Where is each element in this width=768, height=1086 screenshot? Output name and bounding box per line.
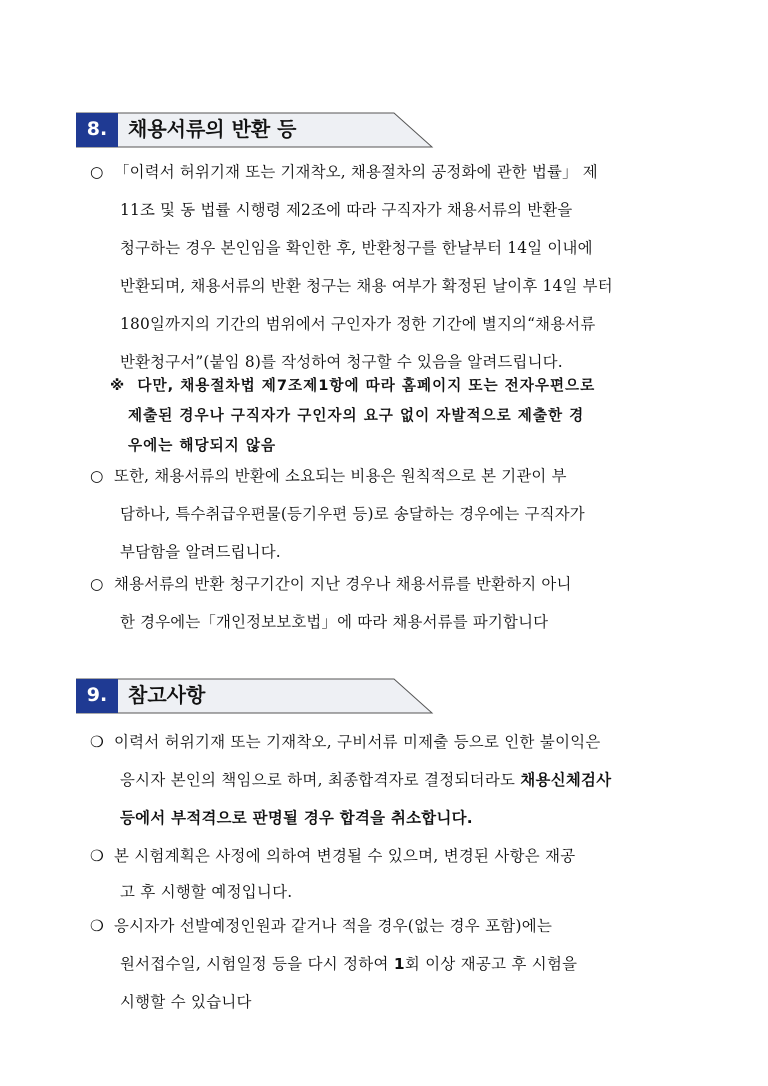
text-line: 다만, 채용절차법 제7조제1항에 따라 홈페이지 또는 전자우편으로 [137, 377, 596, 394]
bullet-circle-icon: ❍ [90, 847, 105, 865]
bullet-circle-icon: ○ [90, 163, 104, 181]
section-9-header [76, 678, 434, 714]
text-line: 11조 및 동 법률 시행령 제2조에 따라 구직자가 채용서류의 반환을 [120, 201, 573, 219]
text-line: 180일까지의 기간의 범위에서 구인자가 정한 기간에 별지의“채용서류 [120, 315, 596, 333]
text-line: 반환되며, 채용서류의 반환 청구는 채용 여부가 확정된 날이후 14일 부터 [120, 277, 613, 295]
text-line: 시행할 수 있습니다 [120, 993, 252, 1011]
section-title: 채용서류의 반환 등 [128, 117, 297, 141]
text-line: 이력서 허위기재 또는 기재착오, 구비서류 미제출 등으로 인한 불이익은 [114, 733, 601, 751]
text-line: 부담함을 알려드립니다. [120, 543, 281, 561]
section-number: 8. [86, 118, 108, 140]
text-line: 담하나, 특수취급우편물(등기우편 등)로 송달하는 경우에는 구직자가 [120, 505, 585, 523]
text-line: 제출된 경우나 구직자가 구인자의 요구 없이 자발적으로 제출한 경 [128, 407, 585, 424]
section-title: 참고사항 [128, 683, 206, 707]
bullet-circle-icon: ❍ [90, 733, 105, 751]
text-line: 한 경우에는「개인정보보호법」에 따라 채용서류를 파기합니다 [120, 613, 549, 631]
text-line: 「이력서 허위기재 또는 기재착오, 채용절차의 공정화에 관한 법률」 제 [114, 163, 598, 181]
text-line: 우에는 해당되지 않음 [128, 437, 277, 454]
bullet-circle-icon: ○ [90, 575, 104, 593]
bullet-circle-icon: ○ [90, 467, 104, 485]
text-line: 채용서류의 반환 청구기간이 지난 경우나 채용서류를 반환하지 아니 [114, 575, 572, 593]
note-mark: ※ [110, 377, 126, 394]
text-line: 응시자가 선발예정인원과 같거나 적을 경우(없는 경우 포함)에는 [114, 917, 553, 935]
section-8-header [76, 112, 434, 148]
text-line: 또한, 채용서류의 반환에 소요되는 비용은 원칙적으로 본 기관이 부 [114, 467, 567, 485]
emphasis-text: 1 [393, 955, 405, 973]
text-line: 본 시험계획은 사정에 의하여 변경될 수 있으며, 변경된 사항은 재공 [114, 847, 576, 865]
bullet-circle-icon: ❍ [90, 917, 105, 935]
emphasis-text: 등에서 부적격으로 판명될 경우 합격을 취소합니다. [120, 809, 473, 827]
text-line: 회 이상 재공고 후 시험을 [404, 955, 578, 973]
section-number: 9. [86, 684, 108, 706]
text-line: 청구하는 경우 본인임을 확인한 후, 반환청구를 한날부터 14일 이내에 [120, 239, 593, 257]
emphasis-text: 채용신체검사 [520, 771, 612, 789]
text-line: 반환청구서”(붙임 8)를 작성하여 청구할 수 있음을 알려드립니다. [120, 353, 563, 371]
text-line: 고 후 시행할 예정입니다. [120, 883, 293, 901]
text-line: 응시자 본인의 책임으로 하며, 최종합격자로 결정되더라도 [120, 771, 516, 789]
text-line: 원서접수일, 시험일정 등을 다시 정하여 [120, 955, 389, 973]
